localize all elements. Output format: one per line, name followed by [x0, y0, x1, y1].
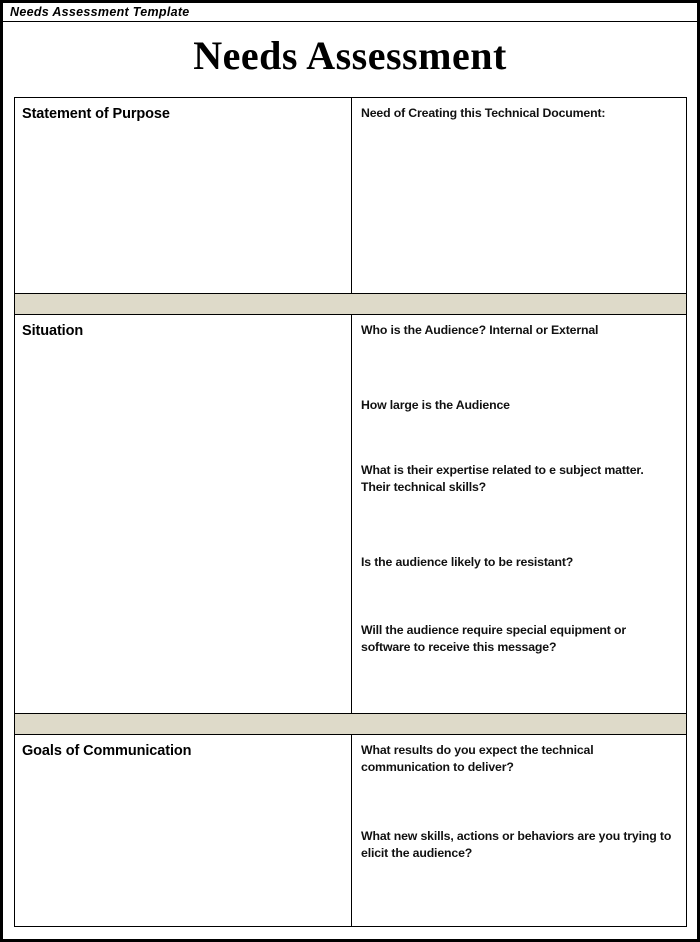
section-label-cell[interactable]	[15, 315, 352, 714]
page-header-band	[3, 3, 697, 22]
prompt-question: How large is the Audience	[361, 398, 510, 412]
table-row	[15, 315, 687, 714]
prompt-question: Is the audience likely to be resistant?	[361, 555, 574, 569]
prompt-question: What is their expertise related to e subject matter. Their technical skills?	[361, 463, 644, 494]
section-spacer-band	[15, 714, 687, 735]
section-prompts-cell[interactable]	[352, 315, 687, 714]
page-title: Needs Assessment	[193, 33, 507, 78]
prompt-question: Who is the Audience? Internal or External	[361, 323, 599, 337]
section-spacer-band	[15, 294, 687, 315]
table-row	[15, 98, 687, 294]
table-body	[15, 98, 687, 927]
section-prompts-cell[interactable]	[352, 98, 687, 294]
prompt-question: Need of Creating this Technical Document:	[361, 106, 606, 120]
section-spacer-cell	[15, 714, 687, 735]
section-prompts-cell[interactable]	[352, 735, 687, 927]
prompt-question: Will the audience require special equipment or software to receive this message?	[361, 623, 626, 654]
needs-assessment-table	[14, 97, 687, 927]
section-label: Goals of Communication	[22, 743, 192, 759]
prompt-question: What results do you expect the technical communication to deliver?	[361, 743, 594, 774]
prompt-question: What new skills, actions or behaviors are you trying to elicit the audience?	[361, 829, 672, 860]
section-label-cell[interactable]	[15, 735, 352, 927]
template-name-label: Needs Assessment Template	[10, 5, 190, 19]
section-spacer-cell	[15, 294, 687, 315]
section-label: Situation	[22, 323, 84, 339]
section-label: Statement of Purpose	[22, 106, 170, 122]
table-row	[15, 735, 687, 927]
section-label-cell[interactable]	[15, 98, 352, 294]
document-title-area	[3, 22, 697, 94]
